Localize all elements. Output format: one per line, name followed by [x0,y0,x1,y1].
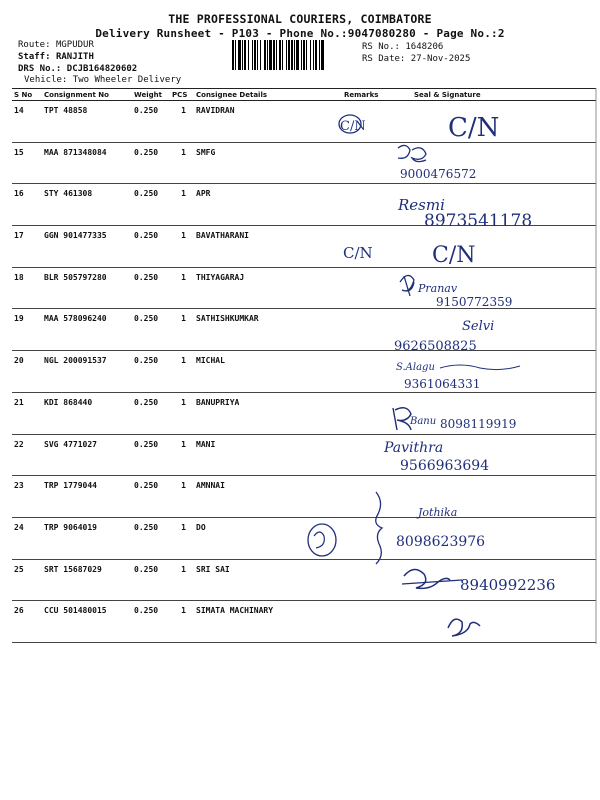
cell-weight: 0.250 [132,351,170,393]
cell-remarks [344,392,394,434]
rs-date-label: RS Date: [362,54,406,64]
table-row [12,476,596,518]
cell-remarks [344,559,394,601]
barcode-bar [319,40,320,70]
cell-sno: 23 [12,476,42,518]
col-sno: S No [12,89,42,101]
cell-sno: 19 [12,309,42,351]
cell-consignment-no: MAA 871348084 [42,142,132,184]
cell-consignee: MANI [188,434,344,476]
barcode-bar [294,40,295,70]
route-line [18,40,94,50]
rs-no-line [362,42,443,52]
vehicle-label: Vehicle: [24,75,68,85]
cell-sno: 16 [12,184,42,226]
cell-pcs: 1 [170,226,188,268]
ink-r16-name: Resmi [398,196,445,214]
cell-pcs: 1 [170,101,188,143]
cell-pcs: 1 [170,309,188,351]
cell-consignment-no: SVG 4771027 [42,434,132,476]
barcode-bar [242,40,243,70]
barcode-bar [303,40,305,70]
ink-r17-remark: C/N [343,244,373,262]
cell-sno: 18 [12,267,42,309]
cell-remarks [344,184,394,226]
cell-consignee: SIMATA MACHINARY [188,601,344,643]
cell-consignment-no: TPT 48858 [42,101,132,143]
barcode-bar [244,40,246,70]
cell-sno: 14 [12,101,42,143]
cell-consignment-no: CCU 501480015 [42,601,132,643]
cell-weight: 0.250 [132,101,170,143]
cell-remarks [344,267,394,309]
drs-line [18,64,137,74]
cell-pcs: 1 [170,476,188,518]
col-pcs: PCS [172,90,188,99]
cell-remarks [344,601,394,643]
table-row [12,101,596,143]
barcode-bar [301,40,302,70]
barcode-bar [291,40,293,70]
cell-seal [394,351,596,393]
cell-sno: 26 [12,601,42,643]
barcode-bar [260,40,261,70]
cell-seal [394,517,596,559]
vehicle-line [24,75,181,85]
cell-remarks [344,309,394,351]
table-row [12,392,596,434]
cell-consignee: DO [188,517,344,559]
cell-pcs: 1 [170,517,188,559]
staff-value: RANJITH [55,52,94,62]
barcode-bar [282,40,283,70]
cell-consignee: MICHAL [188,351,344,393]
ink-r19-name: Selvi [462,319,495,334]
table-row [12,517,596,559]
col-remarks: Remarks [344,89,394,101]
drs-label: DRS No.: [18,64,62,74]
cell-pcs: 1 [170,142,188,184]
cell-consignee: APR [188,184,344,226]
cell-consignee: SATHISHKUMKAR [188,309,344,351]
ink-r24-name: Jothika [418,506,458,519]
ink-r19-phone: 9626508825 [394,339,477,354]
cell-sno: 22 [12,434,42,476]
cell-pcs: 1 [170,601,188,643]
barcode-bar [264,40,266,70]
cell-sno: 15 [12,142,42,184]
cell-consignee: AMNNAI [188,476,344,518]
cell-consignment-no: MAA 578096240 [42,309,132,351]
route-label: Route: [18,40,51,50]
cell-remarks [344,226,394,268]
cell-consignment-no: NGL 200091537 [42,351,132,393]
cell-sno: 20 [12,351,42,393]
barcode-bar [310,40,311,70]
cell-sno: 25 [12,559,42,601]
cell-remarks [344,142,394,184]
cell-pcs: 1 [170,434,188,476]
barcode-bar [267,40,268,70]
cell-pcs: 1 [170,267,188,309]
ink-r14-remark: C/N [340,119,366,134]
cell-weight: 0.250 [132,559,170,601]
cell-remarks [344,476,394,518]
ink-r24-phone: 8098623976 [396,534,486,550]
ink-r18-name: Pranav [418,282,458,295]
cell-seal [394,476,596,518]
table-row [12,142,596,184]
ink-r15-phone: 9000476572 [400,167,477,181]
cell-sno: 24 [12,517,42,559]
ink-r14-seal: C/N [448,113,500,143]
barcode-bar [235,40,236,70]
barcode-bar [276,40,277,70]
barcode-bar [288,40,290,70]
table-row [12,351,596,393]
barcode-bar [296,40,299,70]
ink-r22-name: Pavithra [384,440,444,456]
cell-consignment-no: GGN 901477335 [42,226,132,268]
cell-consignment-no: KDI 868440 [42,392,132,434]
rs-date-line [362,54,470,64]
table-row [12,434,596,476]
col-consignment: Consignment No [42,89,132,101]
cell-seal [394,559,596,601]
ink-r20-phone: 9361064331 [404,377,481,391]
table-row [12,226,596,268]
barcode-bar [254,40,256,70]
table-row [12,184,596,226]
barcode-bar [257,40,258,70]
cell-pcs: 1 [170,392,188,434]
cell-seal [394,184,596,226]
cell-weight: 0.250 [132,601,170,643]
runsheet-table [12,88,596,643]
col-seal: Seal & Signature [394,89,596,101]
cell-consignee: RAVIDRAN [188,101,344,143]
cell-weight: 0.250 [132,434,170,476]
ink-r25-phone: 8940992236 [460,576,556,594]
cell-seal [394,142,596,184]
cell-consignee: SMFG [188,142,344,184]
route-value: MGPUDUR [55,40,94,50]
cell-weight: 0.250 [132,309,170,351]
table-header-row [12,89,596,101]
table-row [12,267,596,309]
barcode [232,40,358,70]
cell-seal [394,267,596,309]
cell-remarks [344,351,394,393]
cell-consignee: THIYAGARAJ [188,267,344,309]
cell-remarks [344,101,394,143]
runsheet-subtitle: Delivery Runsheet - P103 - Phone No.:9047080280 - Page No.:2 [95,27,505,40]
col-weight: Weight [132,89,170,101]
barcode-bar [313,40,314,70]
cell-weight: 0.250 [132,267,170,309]
cell-weight: 0.250 [132,142,170,184]
cell-weight: 0.250 [132,517,170,559]
cell-consignee: BAVATHARANI [188,226,344,268]
barcode-bar [248,40,249,70]
barcode-bar [286,40,287,70]
drs-value: DCJB164820602 [66,64,138,74]
cell-seal [394,309,596,351]
cell-seal [394,101,596,143]
cell-seal [394,226,596,268]
table-row [12,559,596,601]
ink-r17-seal: C/N [432,243,476,268]
cell-sno: 17 [12,226,42,268]
barcode-bar [306,40,307,70]
table-row [12,309,596,351]
rs-date-value: 27-Nov-2025 [410,54,471,64]
cell-sno: 21 [12,392,42,434]
ink-r16-phone: 8973541178 [424,211,533,231]
cell-consignee: BANUPRIYA [188,392,344,434]
col-consignee: Consignee Details [188,89,344,101]
barcode-bar [315,40,317,70]
table-row [12,601,596,643]
cell-weight: 0.250 [132,184,170,226]
barcode-bar [279,40,281,70]
cell-seal [394,434,596,476]
ink-r22-phone: 9566963694 [400,458,490,474]
barcode-bar [269,40,272,70]
ink-r20-name: S.Alagu [396,362,435,373]
cell-consignment-no: TRP 1779044 [42,476,132,518]
cell-weight: 0.250 [132,226,170,268]
cell-weight: 0.250 [132,476,170,518]
cell-seal [394,392,596,434]
company-title: THE PROFESSIONAL COURIERS, COIMBATORE [168,12,432,26]
barcode-bar [273,40,275,70]
rs-no-label: RS No.: [362,42,400,52]
vehicle-value: Two Wheeler Delivery [72,75,182,85]
cell-consignee: SRI SAI [188,559,344,601]
cell-weight: 0.250 [132,392,170,434]
cell-consignment-no: SRT 15687029 [42,559,132,601]
cell-remarks [344,517,394,559]
barcode-bar [238,40,241,70]
barcode-bar [321,40,324,70]
cell-seal [394,601,596,643]
cell-pcs: 1 [170,559,188,601]
staff-label: Staff: [18,52,51,62]
cell-pcs: 1 [170,184,188,226]
rs-no-value: 1648206 [405,42,444,52]
ink-r21-phone: 8098119919 [440,417,517,431]
cell-consignment-no: TRP 9064019 [42,517,132,559]
ink-r21-name: Banu [410,416,437,427]
cell-remarks [344,434,394,476]
barcode-bar [252,40,253,70]
barcode-bar [232,40,234,70]
cell-consignment-no: STY 461308 [42,184,132,226]
ink-r18-phone: 9150772359 [436,295,513,309]
staff-line [18,52,94,62]
cell-pcs: 1 [170,351,188,393]
cell-consignment-no: BLR 505797280 [42,267,132,309]
